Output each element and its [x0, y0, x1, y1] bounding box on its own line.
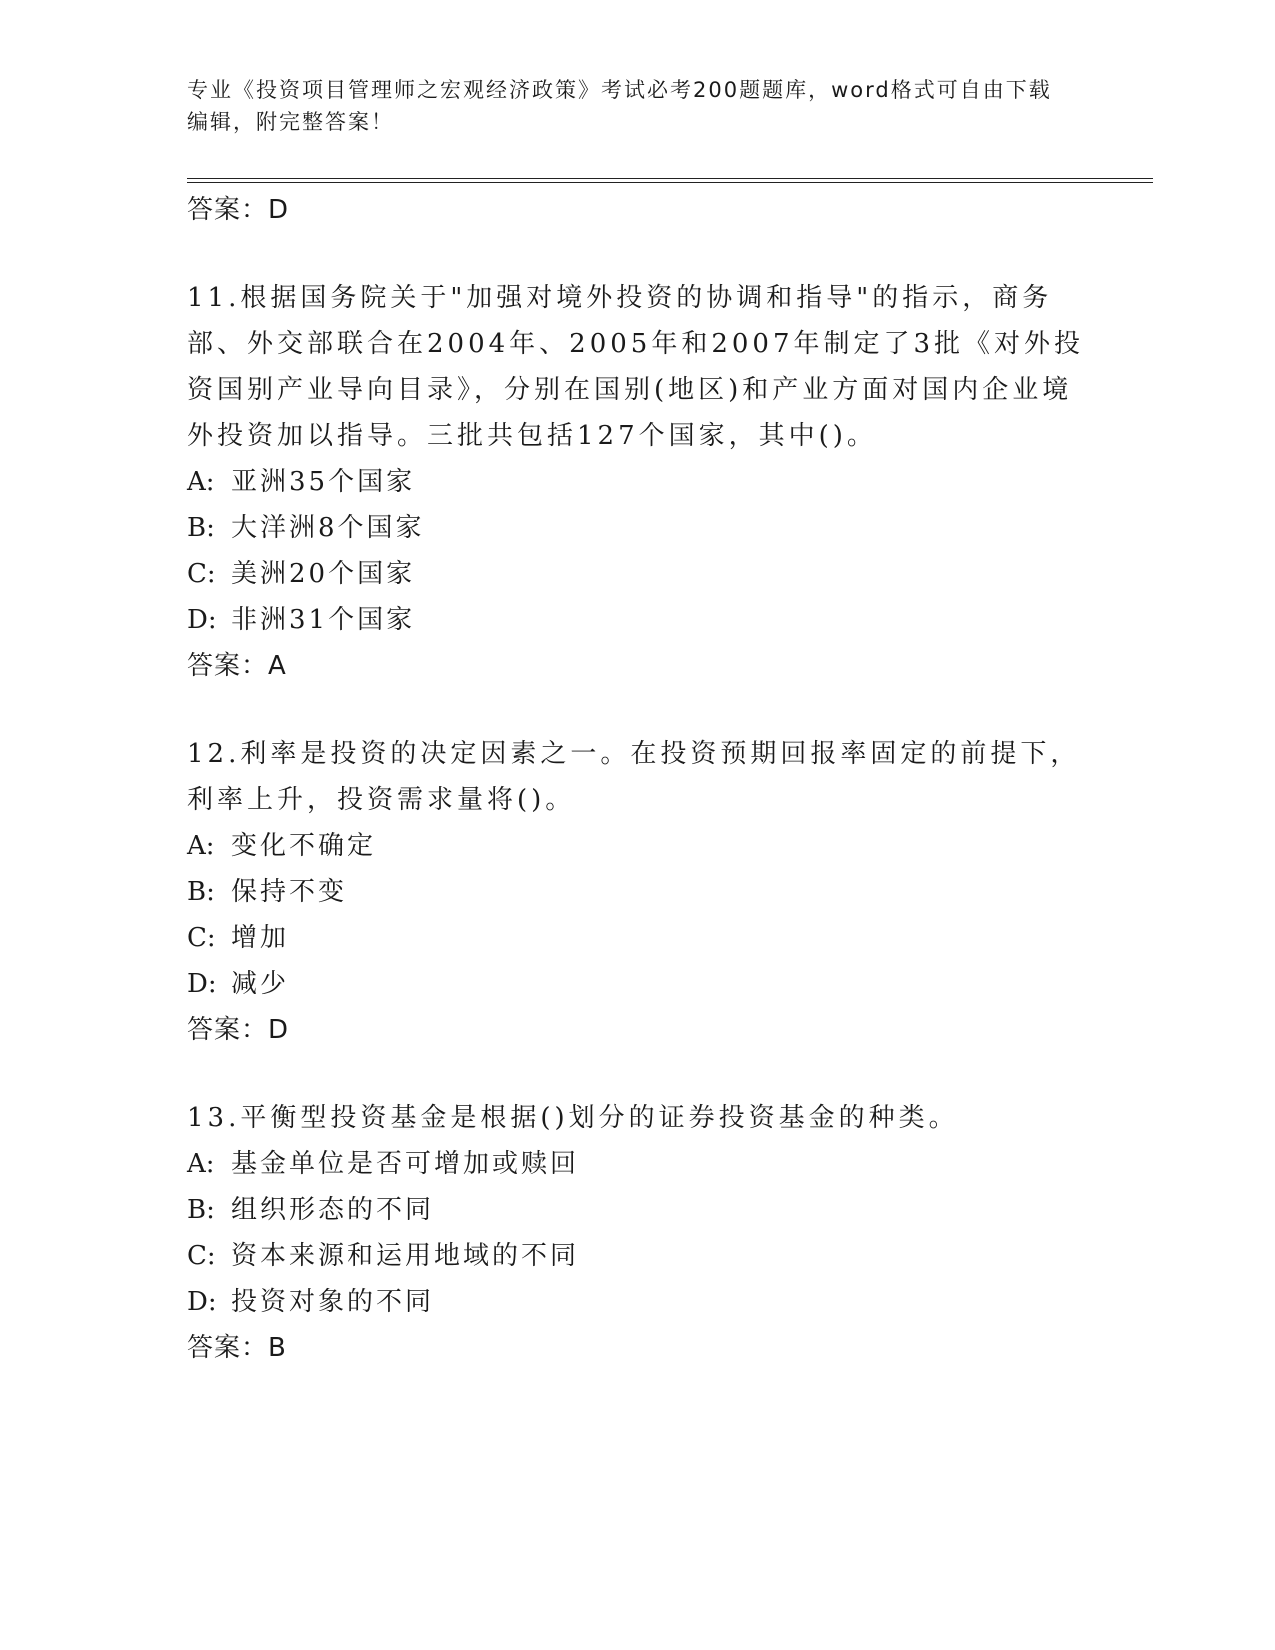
option-letter: D: [187, 605, 217, 635]
option-a [187, 823, 1087, 869]
option-a [187, 1141, 1087, 1187]
option-text: 保持不变 [231, 877, 348, 907]
option-text: 亚洲35个国家 [231, 467, 416, 497]
answer-previous: 答案：D [187, 195, 290, 225]
question-text: 11.根据国务院关于"加强对境外投资的协调和指导"的指示，商务部、外交部联合在2004年、2005年和2007年制定了3批《对外投资国别产业导向目录》，分别在国别(地区)和产业方面对国内企业境外投资加以指导。三批共包括127个国家，其中()。 [187, 283, 1085, 451]
option-letter: C: [187, 1241, 216, 1271]
option-text: 基金单位是否可增加或赎回 [231, 1149, 580, 1179]
question-answer: 答案：B [187, 1333, 287, 1363]
option-text: 大洋洲8个国家 [231, 513, 425, 543]
option-text: 变化不确定 [231, 831, 377, 861]
header-divider-thick [187, 182, 1153, 183]
document-header: 专业《投资项目管理师之宏观经济政策》考试必考200题题库，word格式可自由下载编辑，附完整答案！ [187, 78, 1052, 134]
option-letter: D: [187, 1287, 217, 1317]
option-letter: C: [187, 923, 216, 953]
option-c [187, 551, 1087, 597]
option-d [187, 961, 1087, 1007]
document-body [187, 187, 1087, 1371]
option-c [187, 1233, 1087, 1279]
option-a [187, 459, 1087, 505]
header-divider-thin [187, 178, 1153, 179]
question-text: 13.平衡型投资基金是根据()划分的证券投资基金的种类。 [187, 1103, 959, 1133]
option-d [187, 597, 1087, 643]
option-text: 投资对象的不同 [231, 1287, 435, 1317]
option-b [187, 505, 1087, 551]
option-b [187, 1187, 1087, 1233]
option-text: 非洲31个国家 [231, 605, 416, 635]
option-letter: D: [187, 969, 217, 999]
question-13 [187, 1095, 1087, 1371]
option-b [187, 869, 1087, 915]
question-12 [187, 731, 1087, 1053]
option-letter: A: [187, 831, 215, 861]
option-text: 增加 [231, 923, 290, 953]
option-text: 美洲20个国家 [231, 559, 416, 589]
option-c [187, 915, 1087, 961]
option-letter: A: [187, 467, 215, 497]
option-letter: B: [187, 877, 215, 907]
option-text: 减少 [231, 969, 290, 999]
question-answer: 答案：D [187, 1015, 290, 1045]
question-11 [187, 275, 1087, 689]
option-letter: A: [187, 1149, 215, 1179]
option-letter: B: [187, 1195, 215, 1225]
question-answer: 答案：A [187, 651, 287, 681]
option-text: 资本来源和运用地域的不同 [231, 1241, 580, 1271]
question-text: 12.利率是投资的决定因素之一。在投资预期回报率固定的前提下，利率上升，投资需求量将()。 [187, 739, 1081, 815]
option-letter: B: [187, 513, 215, 543]
option-text: 组织形态的不同 [231, 1195, 435, 1225]
option-letter: C: [187, 559, 216, 589]
option-d [187, 1279, 1087, 1325]
